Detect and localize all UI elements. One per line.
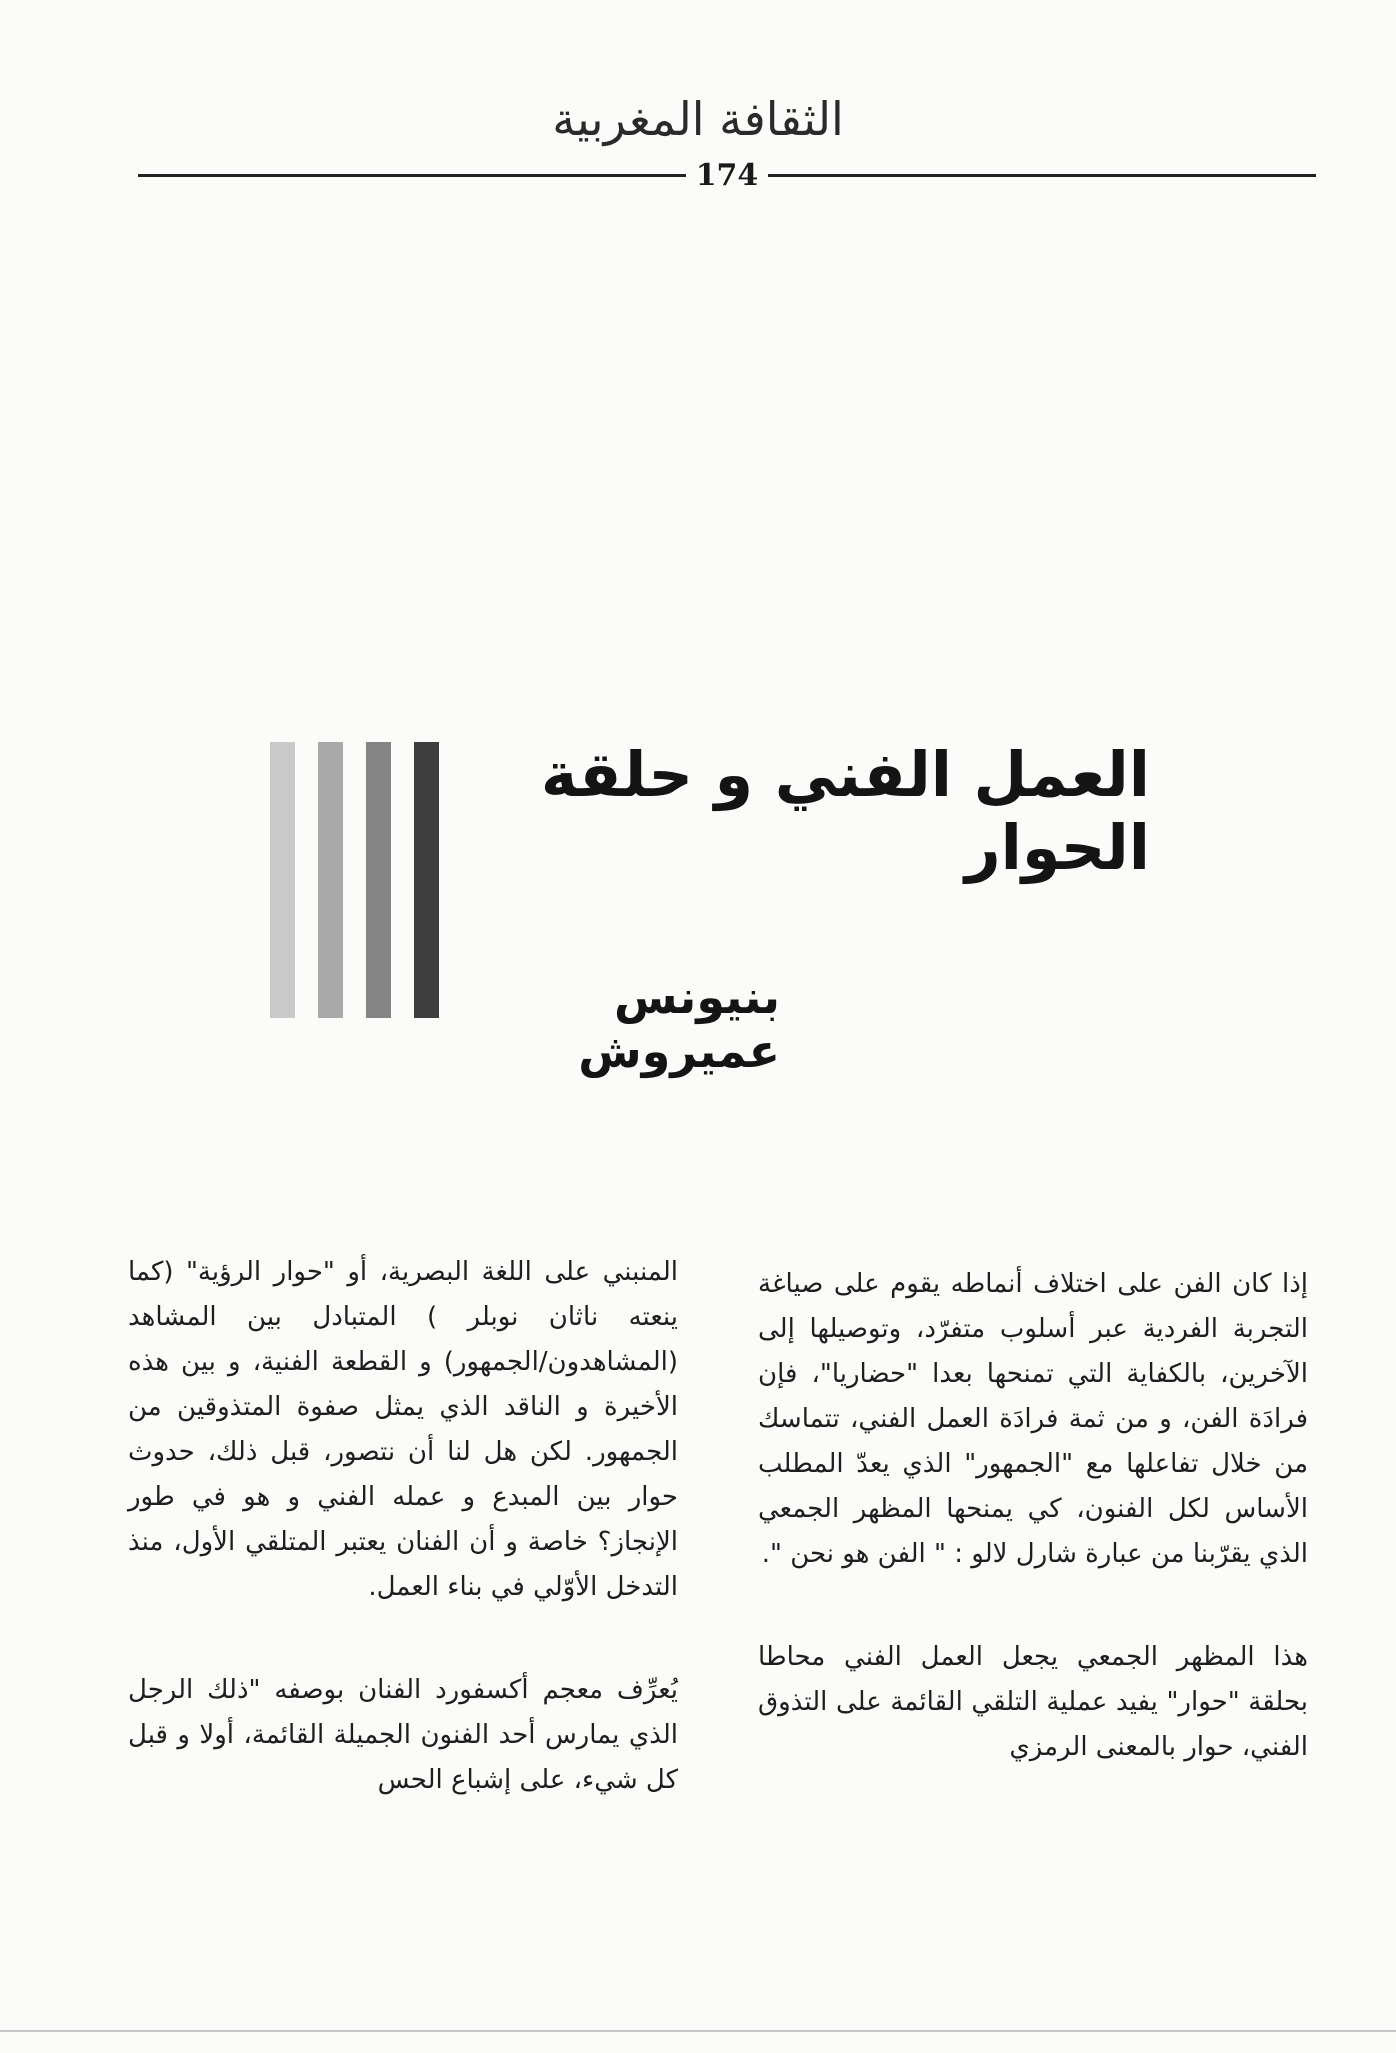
decorative-bar <box>366 742 391 1018</box>
paragraph: يُعرِّف معجم أكسفورد الفنان بوصفه "ذلك الرجل الذي يمارس أحد الفنون الجميلة القائمة، أولا و قبل كل شيء، على إشباع الحس <box>128 1675 678 1795</box>
text-column-right <box>758 1262 1308 1770</box>
page-number: 174 <box>695 158 759 193</box>
header-rule-right <box>768 174 1316 177</box>
paragraph: المنبني على اللغة البصرية، أو "حوار الرؤية" (كما ينعته ناثان نوبلر ) المتبادل بين المشاهد (المشاهدون/الجمهور) و القطعة الفنية، و بين هذه الأخيرة و الناقد الذي يمثل صفوة المتذوقين من الجمهور. لكن هل لنا أن نتصور، قبل ذلك، حدوث حوار بين المبدع و عمله الفني و هو في طور الإنجاز؟ خاصة و أن الفنان يعتبر المتلقي الأول، منذ التدخل الأوّلي في بناء العمل. <box>128 1257 678 1602</box>
journal-title: الثقافة المغربية <box>552 92 844 146</box>
decorative-bar <box>270 742 295 1018</box>
paragraph: هذا المظهر الجمعي يجعل العمل الفني محاطا بحلقة "حوار" يفيد عملية التلقي القائمة على التذوق الفني، حوار بالمعنى الرمزي <box>758 1642 1308 1762</box>
paragraph: إذا كان الفن على اختلاف أنماطه يقوم على صياغة التجربة الفردية عبر أسلوب متفرّد، وتوصيلها إلى الآخرين، بالكفاية التي تمنحها بعدا "حضاريا"، فإن فرادَة الفن، و من ثمة فرادَة العمل الفني، تتماسك من خلال تفاعلها مع "الجمهور" الذي يعدّ المطلب الأساس لكل الفنون، كي يمنحها المظهر الجمعي الذي يقرّبنا من عبارة شارل لالو : " الفن هو نحن ". <box>758 1269 1308 1569</box>
footer-rule <box>0 2030 1396 2032</box>
text-column-left <box>128 1250 678 1803</box>
article-author: بنيونس عميروش <box>578 970 780 1078</box>
article-title: العمل الفني و حلقة الحوار <box>540 738 1150 884</box>
decorative-bar <box>414 742 439 1018</box>
decorative-bar <box>318 742 343 1018</box>
header-rule <box>138 158 1316 192</box>
